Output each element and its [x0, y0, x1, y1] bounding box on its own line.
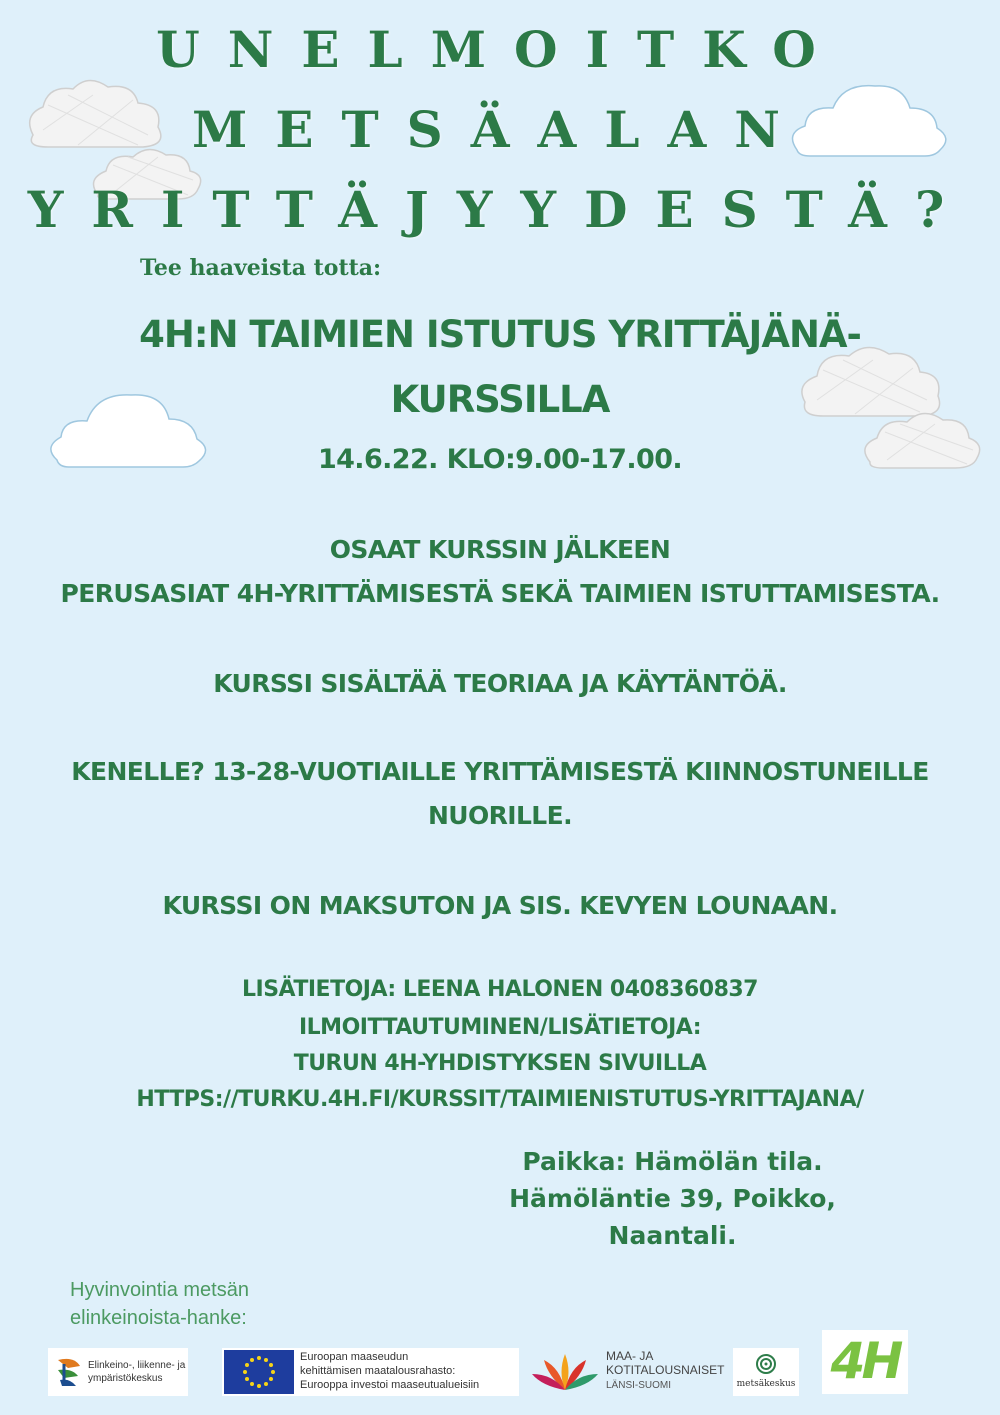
project-line-2: elinkeinoista-hanke: [70, 1307, 247, 1329]
location-line-3: Naantali. [608, 1221, 737, 1250]
course-title-line-1: 4H:N TAIMIEN ISTUTUS YRITTÄJÄNÄ- [139, 313, 861, 356]
contact-url[interactable]: HTTPS://TURKU.4H.FI/KURSSIT/TAIMIENISTUTUS-YRITTAJANA/ [136, 1087, 864, 1112]
maa-ja-kotitalousnaiset-logo [528, 1348, 728, 1396]
course-title-line-2: KURSSILLA [390, 378, 610, 421]
contact-register: ILMOITTAUTUMINEN/LISÄTIETOJA: [298, 1015, 702, 1040]
headline-line-2: METSÄALAN [191, 100, 808, 159]
course-datetime: 14.6.22. KLO:9.00-17.00. [317, 444, 683, 475]
mk-text-1: MAA- JA [606, 1349, 654, 1363]
headline-line-3: YRITTÄJYYDESTÄ? [27, 180, 973, 239]
eu-flag-icon [224, 1350, 294, 1394]
headline-line-1: UNELMOITKO [156, 20, 844, 79]
flower-icon [530, 1352, 600, 1392]
project-line-1: Hyvinvointia metsän [70, 1279, 249, 1301]
learn-line-1: OSAAT KURSSIN JÄLKEEN [329, 535, 671, 564]
eu-text-2: kehittämisen maatalousrahasto: [300, 1365, 456, 1377]
mk-text-2: KOTITALOUSNAISET [606, 1363, 725, 1377]
mk-text-3: LÄNSI-SUOMI [606, 1380, 672, 1391]
audience-line-2: NUORILLE. [427, 801, 573, 830]
price-text: KURSSI ON MAKSUTON JA SIS. KEVYEN LOUNAAN. [162, 891, 838, 920]
ely-logo [48, 1348, 188, 1396]
ely-text-1: Elinkeino-, liikenne- ja [88, 1360, 186, 1371]
fourh-logo [822, 1330, 908, 1394]
audience-line-1: KENELLE? 13-28-VUOTIAILLE YRITTÄMISESTÄ KIINNOSTUNEILLE [71, 757, 929, 786]
ely-emblem-icon [54, 1356, 84, 1388]
metsakeskus-logo [733, 1348, 799, 1396]
tagline: Tee haaveista totta: [140, 255, 382, 281]
metsakeskus-text: metsäkeskus [736, 1379, 796, 1389]
fourh-logo-text: 4H [830, 1332, 900, 1390]
content-text: KURSSI SISÄLTÄÄ TEORIAA JA KÄYTÄNTÖÄ. [213, 669, 787, 698]
contact-site: TURUN 4H-YHDISTYKSEN SIVUILLA [293, 1051, 707, 1076]
ely-text-2: ympäristökeskus [88, 1373, 163, 1384]
learn-line-2: PERUSASIAT 4H-YRITTÄMISESTÄ SEKÄ TAIMIEN ISTUTTAMISESTA. [60, 579, 940, 608]
metsakeskus-emblem-icon [756, 1354, 776, 1374]
location-line-1: Paikka: Hämölän tila. [522, 1147, 823, 1176]
eu-text-3: Eurooppa investoi maaseutualueisiin [300, 1379, 480, 1391]
contact-info: LISÄTIETOJA: LEENA HALONEN 0408360837 [241, 977, 758, 1002]
eu-text-1: Euroopan maaseudun [300, 1351, 409, 1363]
eu-fund-logo [222, 1348, 519, 1396]
location-line-2: Hämöläntie 39, Poikko, [509, 1184, 836, 1213]
